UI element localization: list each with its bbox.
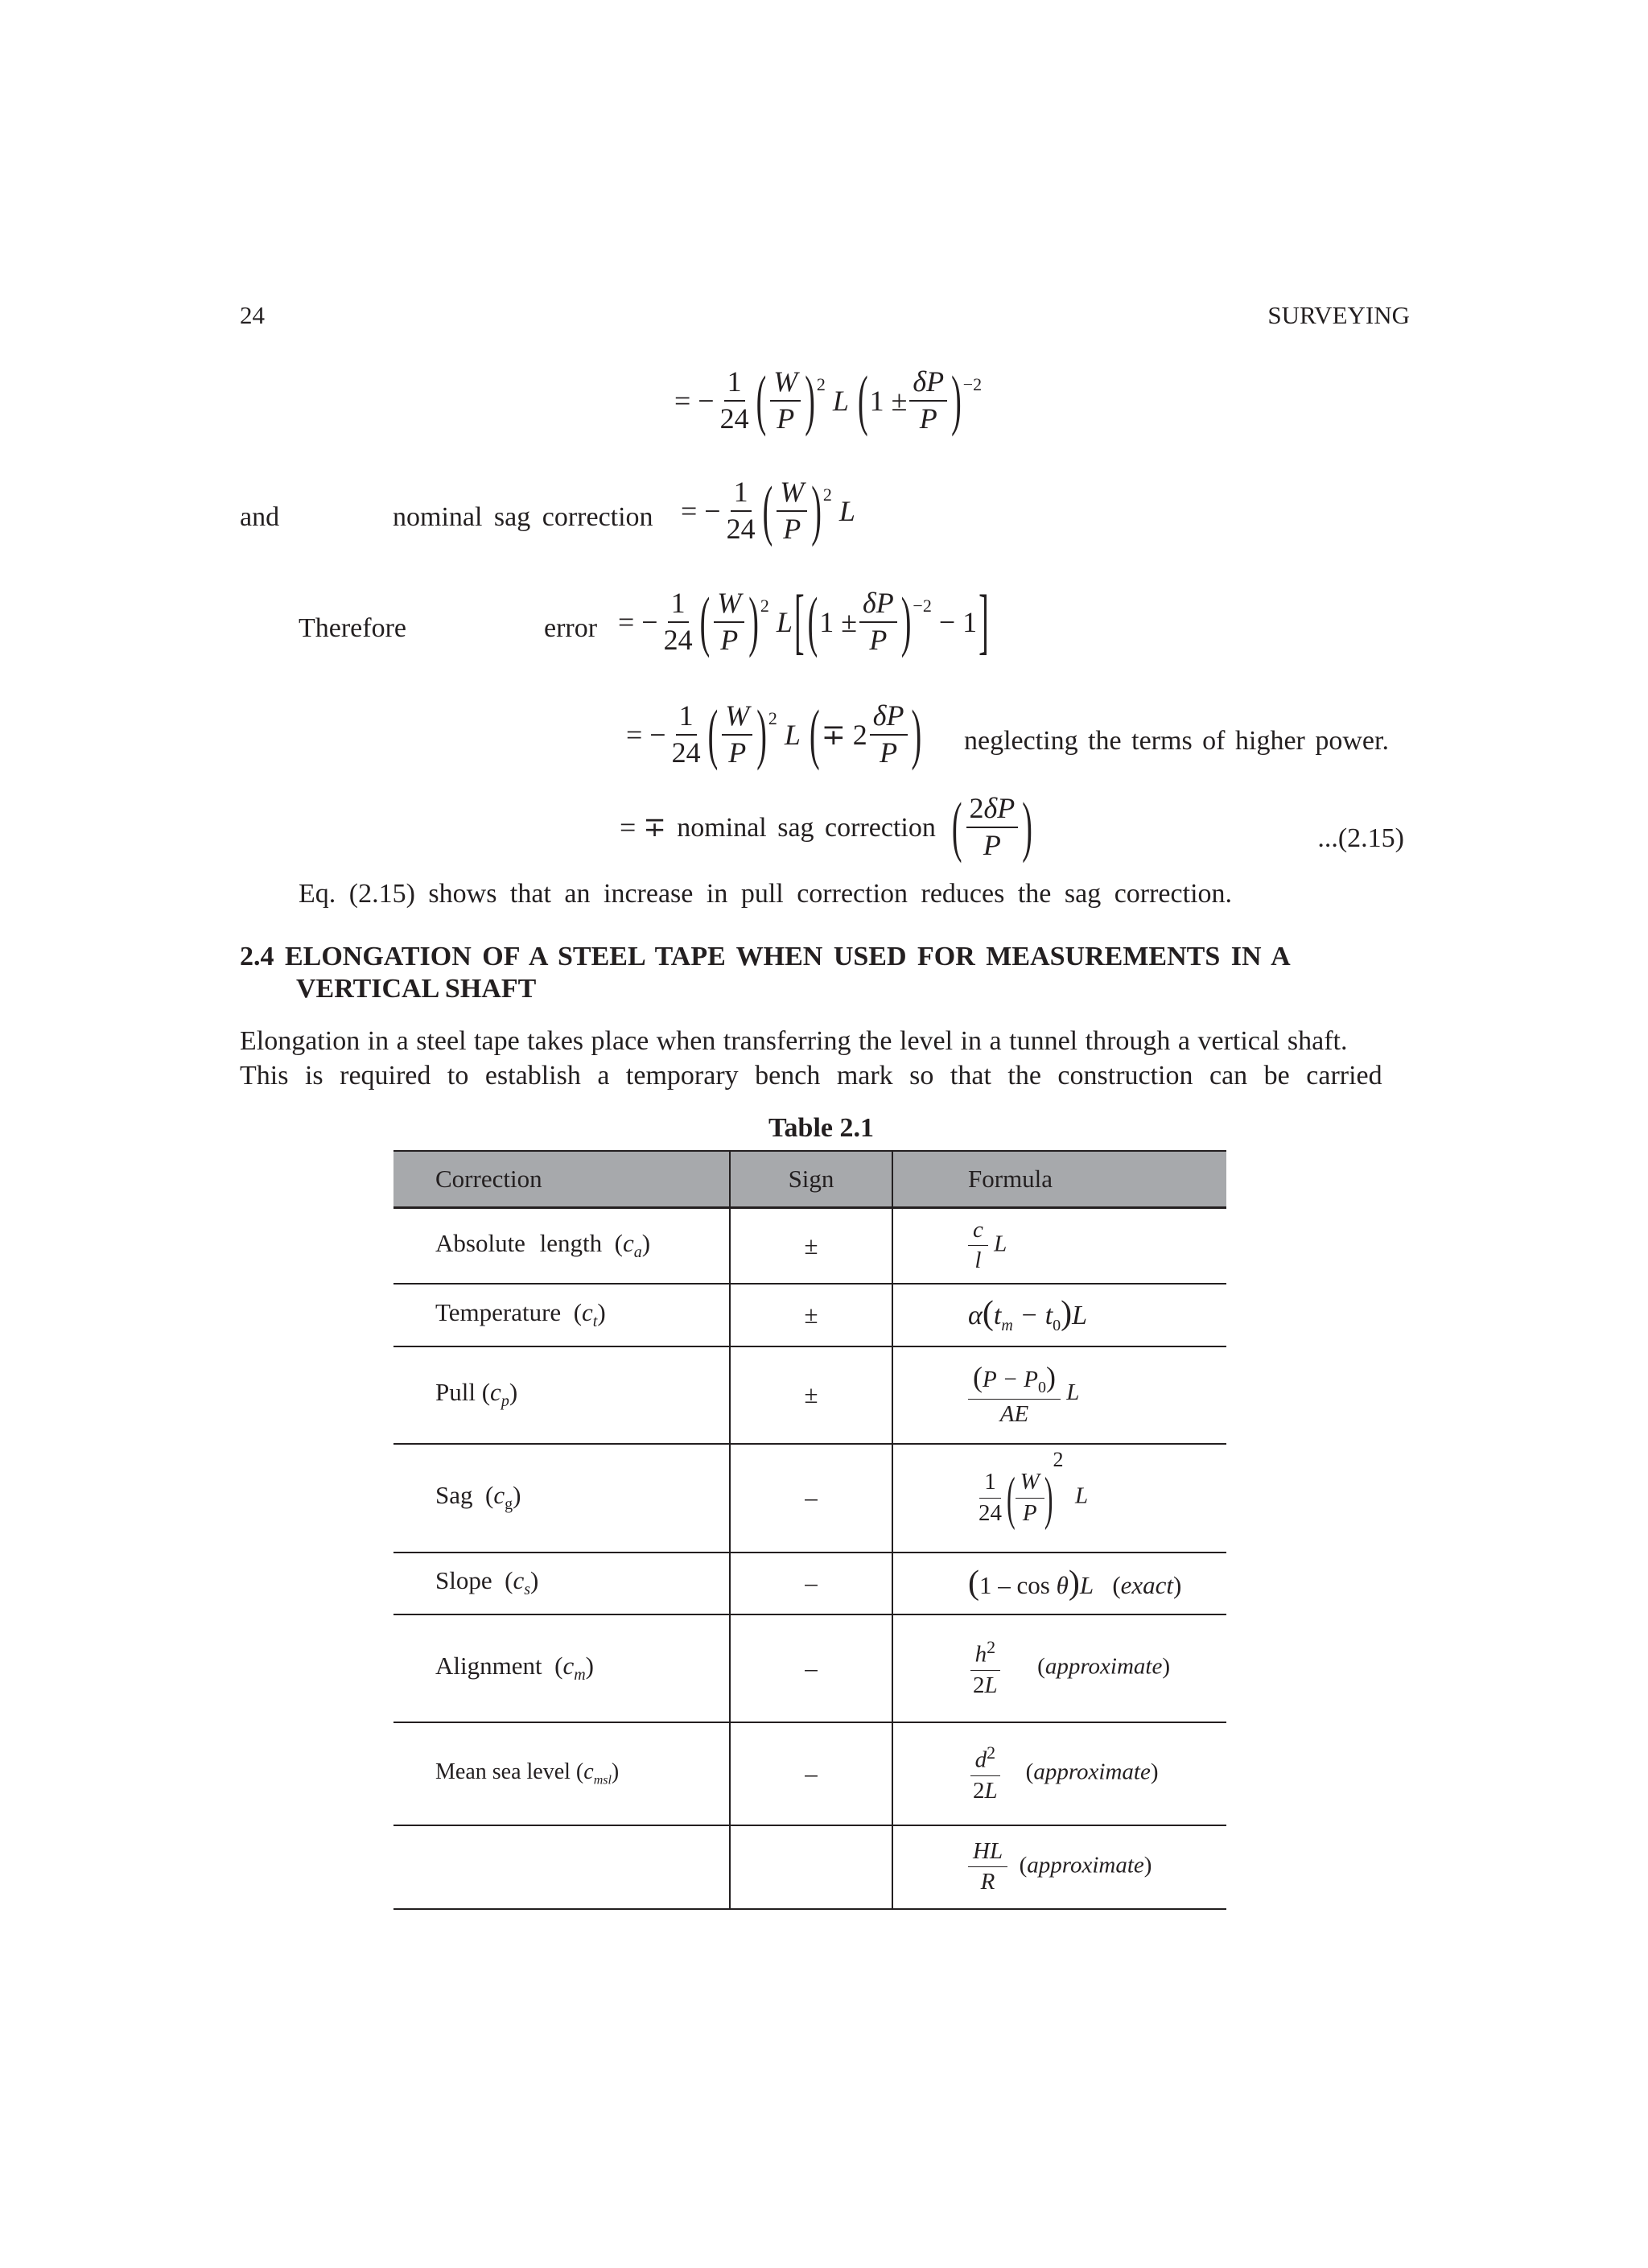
correction-name: Temperature $(c_t)$ bbox=[393, 1284, 730, 1346]
correction-sign: ± bbox=[730, 1346, 892, 1444]
section-heading bbox=[240, 942, 1291, 1004]
header-formula: Formula bbox=[892, 1151, 1226, 1208]
correction-formula: $\frac{h^2}{2L}$ (approximate) bbox=[892, 1614, 1226, 1722]
correction-name: Alignment $(c_m)$ bbox=[393, 1614, 730, 1722]
therefore-label: Therefore bbox=[299, 613, 407, 643]
table-row bbox=[393, 1614, 1226, 1722]
correction-formula: (1 – cos θ)L (exact) bbox=[892, 1553, 1226, 1614]
correction-name: Mean sea level $(c_{msl})$ bbox=[393, 1722, 730, 1825]
table-row bbox=[393, 1553, 1226, 1614]
table-header-row bbox=[393, 1151, 1226, 1208]
correction-name: Pull $(c_p)$ bbox=[393, 1346, 730, 1444]
header-correction: Correction bbox=[393, 1151, 730, 1208]
equation-line-1: = − $\frac{1}{24}$ ( $\frac{W}{P}$ ) 2 L ( 1 ± $\frac{\delta P}{P}$ ) −2 bbox=[674, 363, 983, 438]
correction-formula: $\alpha(t_m - t_0)L$ bbox=[892, 1284, 1226, 1346]
corrections-table bbox=[393, 1150, 1226, 1910]
table-row bbox=[393, 1825, 1226, 1909]
equation-line-5: = ∓ nominal sag correction ( $\frac{2\delta P}{P}$ ) bbox=[620, 790, 1032, 864]
correction-name bbox=[393, 1825, 730, 1909]
table-row bbox=[393, 1284, 1226, 1346]
table-row bbox=[393, 1444, 1226, 1553]
equation-number: ...(2.15) bbox=[1317, 823, 1404, 853]
correction-sign: ± bbox=[730, 1208, 892, 1284]
page-number: 24 bbox=[240, 301, 265, 329]
correction-formula: $\frac{c}{l}$ L bbox=[892, 1208, 1226, 1284]
neglect-note: neglecting the terms of higher power. bbox=[964, 726, 1389, 756]
correction-formula: $\frac{1}{24}$ ( $\frac{W}{P}$ )2 L bbox=[892, 1444, 1226, 1553]
correction-sign: – bbox=[730, 1553, 892, 1614]
table-row bbox=[393, 1346, 1226, 1444]
correction-formula: $\frac{(P - P_0)}{AE}$ L bbox=[892, 1346, 1226, 1444]
correction-sign: – bbox=[730, 1722, 892, 1825]
paragraph-line-2: This is required to establish a temporary bench mark so that the construction can be carried bbox=[240, 1061, 1382, 1091]
paragraph-line-1: Elongation in a steel tape takes place when transferring the level in a tunnel through a vertical shaft. bbox=[240, 1026, 1348, 1056]
header-sign: Sign bbox=[730, 1151, 892, 1208]
error-label: error bbox=[544, 613, 598, 643]
correction-sign: – bbox=[730, 1444, 892, 1553]
nominal-sag-label: nominal sag correction bbox=[393, 502, 653, 532]
correction-sign: – bbox=[730, 1614, 892, 1722]
table-row bbox=[393, 1208, 1226, 1284]
eq-note: Eq. (2.15) shows that an increase in pull correction reduces the sag correction. bbox=[299, 879, 1233, 909]
equation-line-2: = − $\frac{1}{24}$ ( $\frac{W}{P}$ ) 2 L bbox=[681, 473, 855, 548]
equation-line-3: = − $\frac{1}{24}$ ( $\frac{W}{P}$ ) 2 L [ ( 1 ± $\frac{\delta P}{P}$ ) −2 − 1 ] bbox=[618, 581, 989, 662]
correction-name: Absolute length $(c_a)$ bbox=[393, 1208, 730, 1284]
correction-formula: $\frac{HL}{R}$ (approximate) bbox=[892, 1825, 1226, 1909]
correction-formula: $\frac{d^2}{2L}$ (approximate) bbox=[892, 1722, 1226, 1825]
table-caption: Table 2.1 bbox=[768, 1113, 875, 1143]
correction-sign: ± bbox=[730, 1284, 892, 1346]
correction-name: Slope $(c_s)$ bbox=[393, 1553, 730, 1614]
equation-line-4: = − $\frac{1}{24}$ ( $\frac{W}{P}$ ) 2 L ( ∓ 2 $\frac{\delta P}{P}$ ) bbox=[626, 697, 922, 772]
and-label: and bbox=[240, 502, 280, 532]
last-line-text: ∓ nominal sag correction bbox=[643, 812, 936, 843]
section-heading-line-2: VERTICAL SHAFT bbox=[296, 974, 537, 1004]
section-heading-line-1: 2.4 ELONGATION OF A STEEL TAPE WHEN USED FOR MEASUREMENTS IN A bbox=[240, 942, 1291, 971]
correction-name: Sag $(c_g)$ bbox=[393, 1444, 730, 1553]
table-row bbox=[393, 1722, 1226, 1825]
correction-sign bbox=[730, 1825, 892, 1909]
running-title: SURVEYING bbox=[1267, 301, 1410, 329]
